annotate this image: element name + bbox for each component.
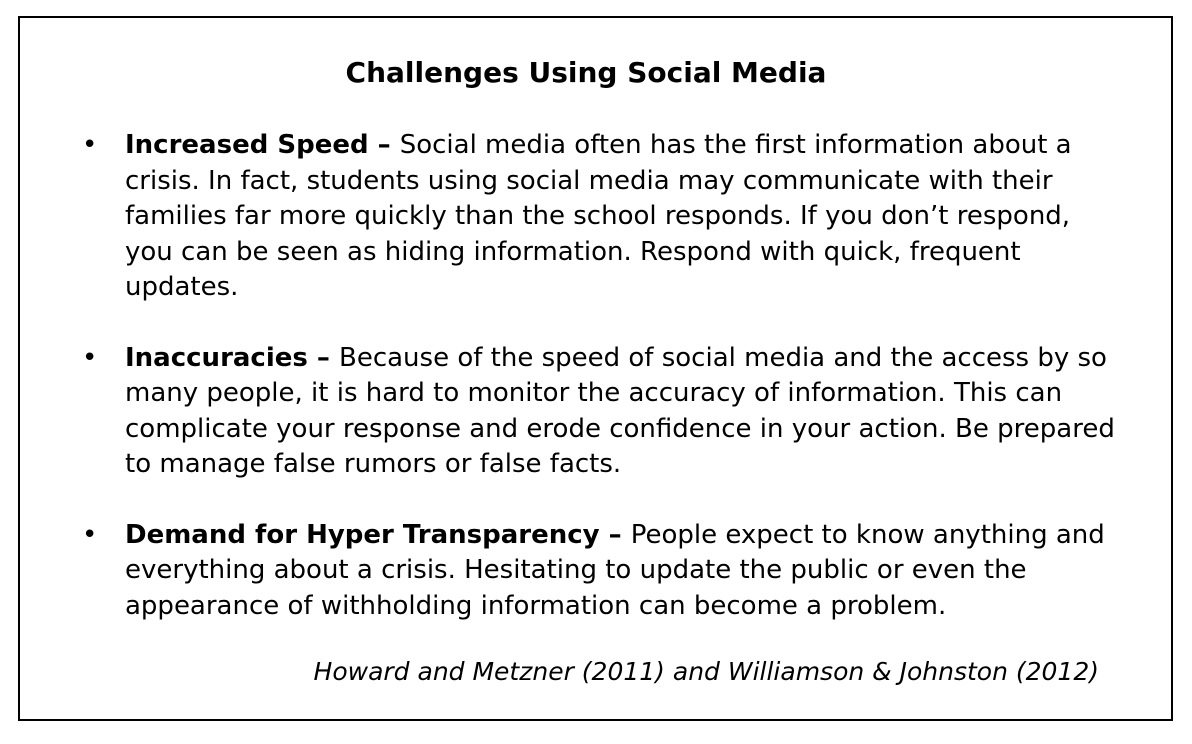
bullet-icon: •: [82, 130, 98, 160]
document-title: Challenges Using Social Media: [345, 56, 827, 89]
item-separator: –: [307, 342, 339, 373]
item-text: Because of the speed of social media and the access by so many people, it is hard to monitor the accuracy of information. This can complicate your response and erode confidence in your action. Be prepared to manage false rumors or false facts.: [125, 342, 1115, 479]
item-text: Social media often has the first information about a crisis. In fact, students using social media may communicate with their families far more quickly than the school responds. If you don’t respond, you can be seen as hiding information. Respond with quick, frequent updates.: [125, 130, 1072, 302]
challenges-list: [20, 128, 1175, 659]
list-item-inaccuracies: [20, 341, 1175, 483]
bullet-icon: •: [82, 519, 98, 550]
document-frame: [18, 16, 1173, 721]
list-item-increased-speed: [20, 128, 1175, 306]
item-term: Demand for Hyper Transparency: [125, 519, 600, 550]
bullet-icon: •: [82, 342, 98, 373]
item-separator: –: [368, 130, 400, 160]
item-term: Inaccuracies: [125, 342, 308, 373]
item-separator: –: [599, 519, 631, 550]
citation: Howard and Metzner (2011) and Williamson & Johnston (2012): [313, 657, 1099, 686]
item-term: Increased Speed: [125, 130, 369, 160]
list-item-hyper-transparency: [20, 518, 1175, 625]
item-text: People expect to know anything and everything about a crisis. Hesitating to update the public or even the appearance of withholding information can become a problem.: [125, 519, 1105, 621]
